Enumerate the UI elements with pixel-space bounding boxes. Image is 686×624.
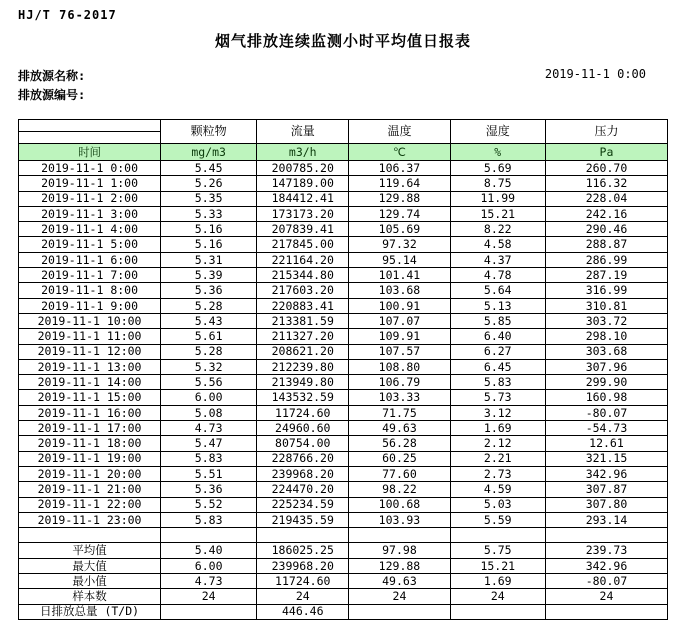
header-blank-cell-bottom	[19, 132, 161, 144]
value-cell: 160.98	[545, 390, 667, 405]
value-cell: 108.80	[349, 359, 450, 374]
value-cell: 1.69	[450, 574, 545, 589]
row-label-cell: 2019-11-1 19:00	[19, 451, 161, 466]
table-row	[19, 390, 668, 405]
table-row	[19, 329, 668, 344]
value-cell: 129.88	[349, 191, 450, 206]
table-row	[19, 512, 668, 527]
value-cell	[349, 604, 450, 619]
value-cell: 49.63	[349, 421, 450, 436]
value-cell: 147189.00	[257, 176, 349, 191]
column-header-humidity: 湿度	[450, 120, 545, 144]
value-cell: 200785.20	[257, 161, 349, 176]
header-row-top	[19, 120, 668, 132]
table-row	[19, 497, 668, 512]
value-cell: 106.37	[349, 161, 450, 176]
row-label-cell: 2019-11-1 5:00	[19, 237, 161, 252]
value-cell: 211327.20	[257, 329, 349, 344]
value-cell: 4.73	[161, 574, 257, 589]
value-cell: 2.21	[450, 451, 545, 466]
value-cell: 4.37	[450, 252, 545, 267]
value-cell: 143532.59	[257, 390, 349, 405]
value-cell: 298.10	[545, 329, 667, 344]
column-header-pressure: 压力	[545, 120, 667, 144]
value-cell: 228766.20	[257, 451, 349, 466]
row-label-cell: 2019-11-1 7:00	[19, 268, 161, 283]
value-cell: 342.96	[545, 558, 667, 573]
data-rows	[19, 161, 668, 620]
value-cell: 5.85	[450, 313, 545, 328]
source-name-label: 排放源名称:	[18, 69, 86, 83]
value-cell: 5.45	[161, 161, 257, 176]
doc-standard-code: HJ/T 76-2017	[18, 8, 117, 22]
value-cell: 4.58	[450, 237, 545, 252]
value-cell: 5.61	[161, 329, 257, 344]
value-cell: 8.22	[450, 222, 545, 237]
table-row	[19, 451, 668, 466]
value-cell: 95.14	[349, 252, 450, 267]
value-cell: 24	[257, 589, 349, 604]
value-cell: 101.41	[349, 268, 450, 283]
value-cell: 303.68	[545, 344, 667, 359]
value-cell: 220883.41	[257, 298, 349, 313]
value-cell: 316.99	[545, 283, 667, 298]
row-label-cell: 2019-11-1 2:00	[19, 191, 161, 206]
value-cell: 225234.59	[257, 497, 349, 512]
value-cell: 107.07	[349, 313, 450, 328]
table-row	[19, 191, 668, 206]
value-cell: 5.13	[450, 298, 545, 313]
table-row	[19, 206, 668, 221]
value-cell	[161, 528, 257, 543]
value-cell	[450, 604, 545, 619]
value-cell: 217845.00	[257, 237, 349, 252]
value-cell: 307.96	[545, 359, 667, 374]
header-blank-cell-top	[19, 120, 161, 132]
summary-row	[19, 604, 668, 619]
row-label-cell: 2019-11-1 16:00	[19, 405, 161, 420]
row-label-cell: 2019-11-1 15:00	[19, 390, 161, 405]
table-row	[19, 375, 668, 390]
value-cell: 5.83	[161, 451, 257, 466]
value-cell: 116.32	[545, 176, 667, 191]
row-label-cell: 2019-11-1 21:00	[19, 482, 161, 497]
value-cell: 5.43	[161, 313, 257, 328]
value-cell: 105.69	[349, 222, 450, 237]
value-cell	[161, 604, 257, 619]
value-cell: 6.27	[450, 344, 545, 359]
value-cell: 4.73	[161, 421, 257, 436]
value-cell: -80.07	[545, 405, 667, 420]
value-cell: 24	[161, 589, 257, 604]
column-header-temp: 温度	[349, 120, 450, 144]
row-label-cell: 2019-11-1 0:00	[19, 161, 161, 176]
value-cell	[545, 528, 667, 543]
value-cell: 239968.20	[257, 558, 349, 573]
value-cell	[349, 528, 450, 543]
table-row	[19, 344, 668, 359]
value-cell: 11.99	[450, 191, 545, 206]
summary-row	[19, 543, 668, 558]
value-cell: 100.91	[349, 298, 450, 313]
value-cell: 5.73	[450, 390, 545, 405]
value-cell: 97.32	[349, 237, 450, 252]
value-cell: 5.83	[450, 375, 545, 390]
row-label-cell: 平均值	[19, 543, 161, 558]
table-header	[19, 120, 668, 161]
value-cell: 60.25	[349, 451, 450, 466]
table-row	[19, 405, 668, 420]
value-cell: 293.14	[545, 512, 667, 527]
value-cell: 5.75	[450, 543, 545, 558]
value-cell: -80.07	[545, 574, 667, 589]
row-label-cell: 2019-11-1 6:00	[19, 252, 161, 267]
value-cell: 103.33	[349, 390, 450, 405]
value-cell: 5.08	[161, 405, 257, 420]
row-label-cell: 2019-11-1 8:00	[19, 283, 161, 298]
table-row	[19, 359, 668, 374]
value-cell: 184412.41	[257, 191, 349, 206]
value-cell: 215344.80	[257, 268, 349, 283]
value-cell: 219435.59	[257, 512, 349, 527]
value-cell: 56.28	[349, 436, 450, 451]
row-label-cell: 2019-11-1 12:00	[19, 344, 161, 359]
value-cell: 446.46	[257, 604, 349, 619]
row-label-cell: 2019-11-1 1:00	[19, 176, 161, 191]
value-cell: 239968.20	[257, 466, 349, 481]
row-label-cell: 样本数	[19, 589, 161, 604]
row-label-cell: 2019-11-1 22:00	[19, 497, 161, 512]
column-header-flow: 流量	[257, 120, 349, 144]
value-cell: 5.36	[161, 283, 257, 298]
value-cell: 5.39	[161, 268, 257, 283]
table-row	[19, 482, 668, 497]
value-cell: 5.56	[161, 375, 257, 390]
value-cell: 260.70	[545, 161, 667, 176]
value-cell: 103.68	[349, 283, 450, 298]
row-label-cell: 最大值	[19, 558, 161, 573]
column-header-pm: 颗粒物	[161, 120, 257, 144]
value-cell: 5.03	[450, 497, 545, 512]
value-cell: 5.83	[161, 512, 257, 527]
table-row	[19, 421, 668, 436]
value-cell: 5.26	[161, 176, 257, 191]
value-cell: 303.72	[545, 313, 667, 328]
value-cell: 119.64	[349, 176, 450, 191]
value-cell: 97.98	[349, 543, 450, 558]
value-cell: 106.79	[349, 375, 450, 390]
value-cell: 217603.20	[257, 283, 349, 298]
value-cell: 212239.80	[257, 359, 349, 374]
value-cell: 242.16	[545, 206, 667, 221]
table-row	[19, 268, 668, 283]
value-cell: 2.12	[450, 436, 545, 451]
table-row	[19, 252, 668, 267]
value-cell: 287.19	[545, 268, 667, 283]
value-cell: 208621.20	[257, 344, 349, 359]
value-cell: 80754.00	[257, 436, 349, 451]
value-cell: 24	[545, 589, 667, 604]
value-cell: 221164.20	[257, 252, 349, 267]
value-cell: 4.59	[450, 482, 545, 497]
unit-row	[19, 144, 668, 161]
row-label-cell: 2019-11-1 18:00	[19, 436, 161, 451]
value-cell: 107.57	[349, 344, 450, 359]
page-title: 烟气排放连续监测小时平均值日报表	[214, 32, 471, 50]
row-label-cell: 2019-11-1 23:00	[19, 512, 161, 527]
value-cell: 109.91	[349, 329, 450, 344]
row-label-cell: 2019-11-1 3:00	[19, 206, 161, 221]
report-datetime: 2019-11-1 0:00	[544, 67, 646, 81]
value-cell: -54.73	[545, 421, 667, 436]
value-cell: 5.52	[161, 497, 257, 512]
row-label-cell: 2019-11-1 13:00	[19, 359, 161, 374]
unit-humidity: %	[450, 144, 545, 161]
time-header: 时间	[19, 144, 161, 161]
unit-pressure: Pa	[545, 144, 667, 161]
value-cell: 71.75	[349, 405, 450, 420]
row-label-cell: 2019-11-1 4:00	[19, 222, 161, 237]
value-cell: 103.93	[349, 512, 450, 527]
table-row	[19, 222, 668, 237]
value-cell	[257, 528, 349, 543]
value-cell: 6.00	[161, 558, 257, 573]
value-cell: 24	[349, 589, 450, 604]
value-cell: 5.51	[161, 466, 257, 481]
value-cell: 1.69	[450, 421, 545, 436]
value-cell: 310.81	[545, 298, 667, 313]
value-cell: 299.90	[545, 375, 667, 390]
value-cell: 5.31	[161, 252, 257, 267]
summary-row	[19, 589, 668, 604]
unit-pm: mg/m3	[161, 144, 257, 161]
value-cell: 186025.25	[257, 543, 349, 558]
value-cell: 12.61	[545, 436, 667, 451]
table-row	[19, 176, 668, 191]
value-cell: 15.21	[450, 206, 545, 221]
value-cell	[450, 528, 545, 543]
table-row	[19, 298, 668, 313]
value-cell: 5.64	[450, 283, 545, 298]
value-cell: 5.69	[450, 161, 545, 176]
value-cell: 342.96	[545, 466, 667, 481]
value-cell: 4.78	[450, 268, 545, 283]
value-cell: 288.87	[545, 237, 667, 252]
row-label-cell: 2019-11-1 10:00	[19, 313, 161, 328]
value-cell: 24960.60	[257, 421, 349, 436]
table-row	[19, 161, 668, 176]
value-cell: 5.35	[161, 191, 257, 206]
value-cell: 11724.60	[257, 574, 349, 589]
value-cell: 100.68	[349, 497, 450, 512]
row-label-cell: 2019-11-1 20:00	[19, 466, 161, 481]
value-cell: 5.16	[161, 222, 257, 237]
value-cell: 5.32	[161, 359, 257, 374]
value-cell: 129.74	[349, 206, 450, 221]
row-label-cell: 2019-11-1 9:00	[19, 298, 161, 313]
value-cell: 129.88	[349, 558, 450, 573]
value-cell: 5.28	[161, 344, 257, 359]
value-cell: 5.16	[161, 237, 257, 252]
value-cell: 213949.80	[257, 375, 349, 390]
value-cell: 6.45	[450, 359, 545, 374]
unit-temp: ℃	[349, 144, 450, 161]
value-cell: 5.59	[450, 512, 545, 527]
report-table	[18, 119, 668, 620]
value-cell	[545, 604, 667, 619]
row-label-cell: 最小值	[19, 574, 161, 589]
value-cell: 321.15	[545, 451, 667, 466]
value-cell: 5.40	[161, 543, 257, 558]
value-cell: 3.12	[450, 405, 545, 420]
value-cell: 8.75	[450, 176, 545, 191]
table-row	[19, 237, 668, 252]
value-cell: 49.63	[349, 574, 450, 589]
value-cell: 228.04	[545, 191, 667, 206]
row-label-cell: 日排放总量 (T/D)	[19, 604, 161, 619]
value-cell: 5.36	[161, 482, 257, 497]
value-cell: 5.33	[161, 206, 257, 221]
value-cell: 173173.20	[257, 206, 349, 221]
value-cell: 15.21	[450, 558, 545, 573]
source-id-label: 排放源编号:	[18, 88, 86, 102]
value-cell: 286.99	[545, 252, 667, 267]
value-cell: 5.47	[161, 436, 257, 451]
value-cell: 6.00	[161, 390, 257, 405]
value-cell: 77.60	[349, 466, 450, 481]
spacer-row	[19, 528, 668, 543]
value-cell: 290.46	[545, 222, 667, 237]
value-cell: 239.73	[545, 543, 667, 558]
value-cell: 5.28	[161, 298, 257, 313]
table-row	[19, 466, 668, 481]
summary-row	[19, 558, 668, 573]
value-cell: 6.40	[450, 329, 545, 344]
value-cell: 213381.59	[257, 313, 349, 328]
table-row	[19, 283, 668, 298]
row-label-cell: 2019-11-1 17:00	[19, 421, 161, 436]
value-cell: 98.22	[349, 482, 450, 497]
value-cell: 207839.41	[257, 222, 349, 237]
table-row	[19, 313, 668, 328]
value-cell: 2.73	[450, 466, 545, 481]
summary-row	[19, 574, 668, 589]
table-row	[19, 436, 668, 451]
row-label-cell	[19, 528, 161, 543]
value-cell: 307.80	[545, 497, 667, 512]
value-cell: 224470.20	[257, 482, 349, 497]
row-label-cell: 2019-11-1 11:00	[19, 329, 161, 344]
value-cell: 24	[450, 589, 545, 604]
row-label-cell: 2019-11-1 14:00	[19, 375, 161, 390]
value-cell: 307.87	[545, 482, 667, 497]
unit-flow: m3/h	[257, 144, 349, 161]
value-cell: 11724.60	[257, 405, 349, 420]
